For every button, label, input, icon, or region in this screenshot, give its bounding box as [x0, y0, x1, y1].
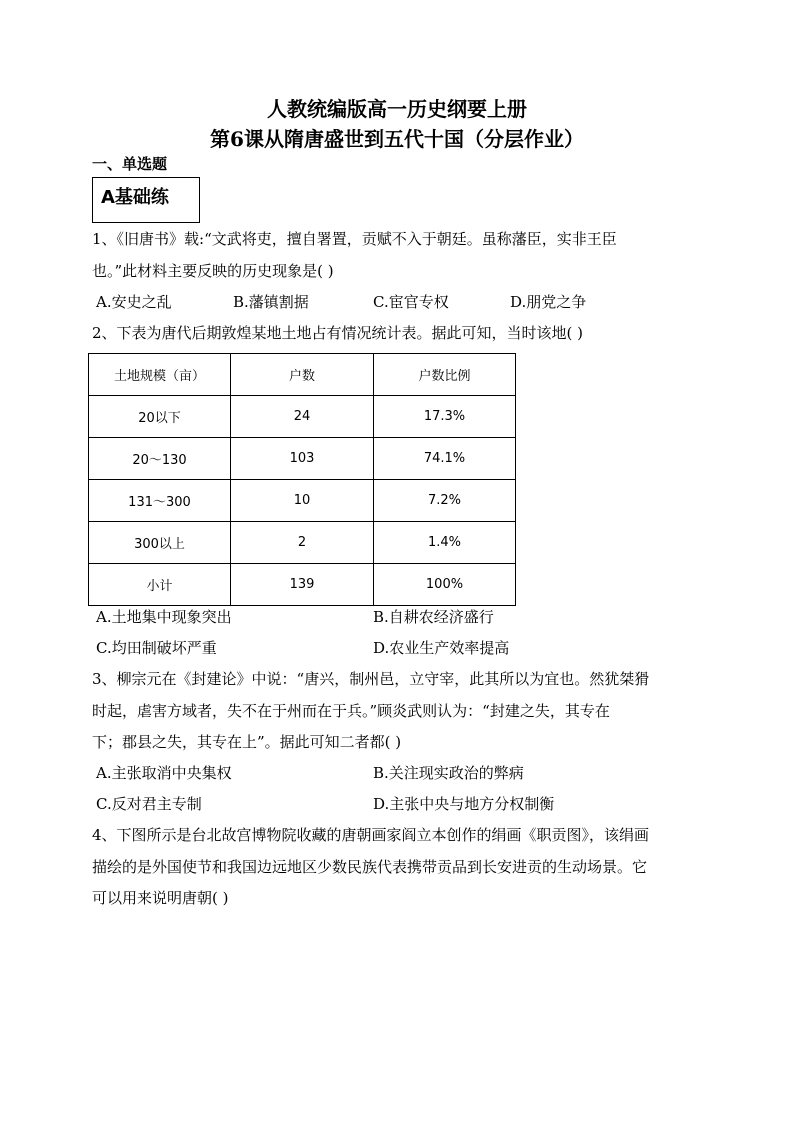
table-cell: 2 [231, 522, 374, 564]
land-table [88, 353, 516, 606]
document-subtitle: 第6课从隋唐盛世到五代十国（分层作业） [210, 127, 584, 151]
table-row [89, 480, 516, 522]
question-3-line-2: 时起，虐害方域者，失不在于州而在于兵。”顾炎武则认为：“封建之失，其专在 [92, 702, 610, 720]
table-row [89, 438, 516, 480]
question-4-line-1: 4、下图所示是台北故宫博物院收藏的唐朝画家阎立本创作的绢画《职贡图》，该绢画 [92, 826, 650, 844]
table-cell: 20～130 [89, 438, 231, 480]
question-3-option-a: A.主张取消中央集权 [96, 764, 232, 782]
question-1-option-c: C.宦官专权 [373, 293, 449, 311]
question-2-line-1: 2、下表为唐代后期敦煌某地土地占有情况统计表。据此可知，当时该地( ) [92, 324, 584, 342]
table-cell: 131～300 [89, 480, 231, 522]
table-cell: 139 [231, 564, 374, 606]
question-2-option-a: A.土地集中现象突出 [96, 608, 232, 626]
table-cell: 20以下 [89, 396, 231, 438]
level-box-label: A基础练 [101, 187, 169, 208]
table-cell: 1.4% [374, 522, 516, 564]
table-cell: 7.2% [374, 480, 516, 522]
table-row [89, 564, 516, 606]
question-1-option-b: B.藩镇割据 [233, 293, 309, 311]
table-cell: 24 [231, 396, 374, 438]
question-3-line-1: 3、柳宗元在《封建论》中说：“唐兴，制州邑，立守宰，此其所以为宜也。然犹桀猾 [92, 670, 650, 688]
question-4-line-3: 可以用来说明唐朝( ) [92, 889, 229, 907]
question-4-line-2: 描绘的是外国使节和我国边远地区少数民族代表携带贡品到长安进贡的生动场景。它 [92, 858, 648, 876]
table-cell: 300以上 [89, 522, 231, 564]
question-3-option-b: B.关注现实政治的弊病 [373, 764, 524, 782]
table-header-cell: 户数比例 [374, 354, 516, 396]
question-1-line-1: 1、《旧唐书》载:“文武将吏，擅自署置，贡赋不入于朝廷。虽称藩臣，实非王臣 [92, 230, 617, 248]
table-cell: 74.1% [374, 438, 516, 480]
table-cell: 小计 [89, 564, 231, 606]
question-1-option-a: A.安史之乱 [96, 293, 172, 311]
section-heading: 一、单选题 [92, 155, 168, 173]
table-cell: 10 [231, 480, 374, 522]
question-2-option-d: D.农业生产效率提高 [373, 639, 510, 657]
document-title: 人教统编版高一历史纲要上册 [267, 97, 527, 121]
question-3-option-d: D.主张中央与地方分权制衡 [373, 795, 555, 813]
question-1-option-d: D.朋党之争 [510, 293, 587, 311]
table-row [89, 522, 516, 564]
question-2-option-c: C.均田制破坏严重 [96, 639, 217, 657]
table-header-row [89, 354, 516, 396]
table-header-cell: 户数 [231, 354, 374, 396]
question-3-line-3: 下；郡县之失，其专在上”。据此可知二者都( ) [92, 733, 402, 751]
question-3-option-c: C.反对君主专制 [96, 795, 202, 813]
table-cell: 100% [374, 564, 516, 606]
table-row [89, 396, 516, 438]
question-2-option-b: B.自耕农经济盛行 [373, 608, 494, 626]
level-box [92, 177, 200, 223]
table-header-cell: 土地规模（亩） [89, 354, 231, 396]
table-cell: 17.3% [374, 396, 516, 438]
question-1-line-2: 也。”此材料主要反映的历史现象是( ) [92, 262, 334, 280]
table-cell: 103 [231, 438, 374, 480]
